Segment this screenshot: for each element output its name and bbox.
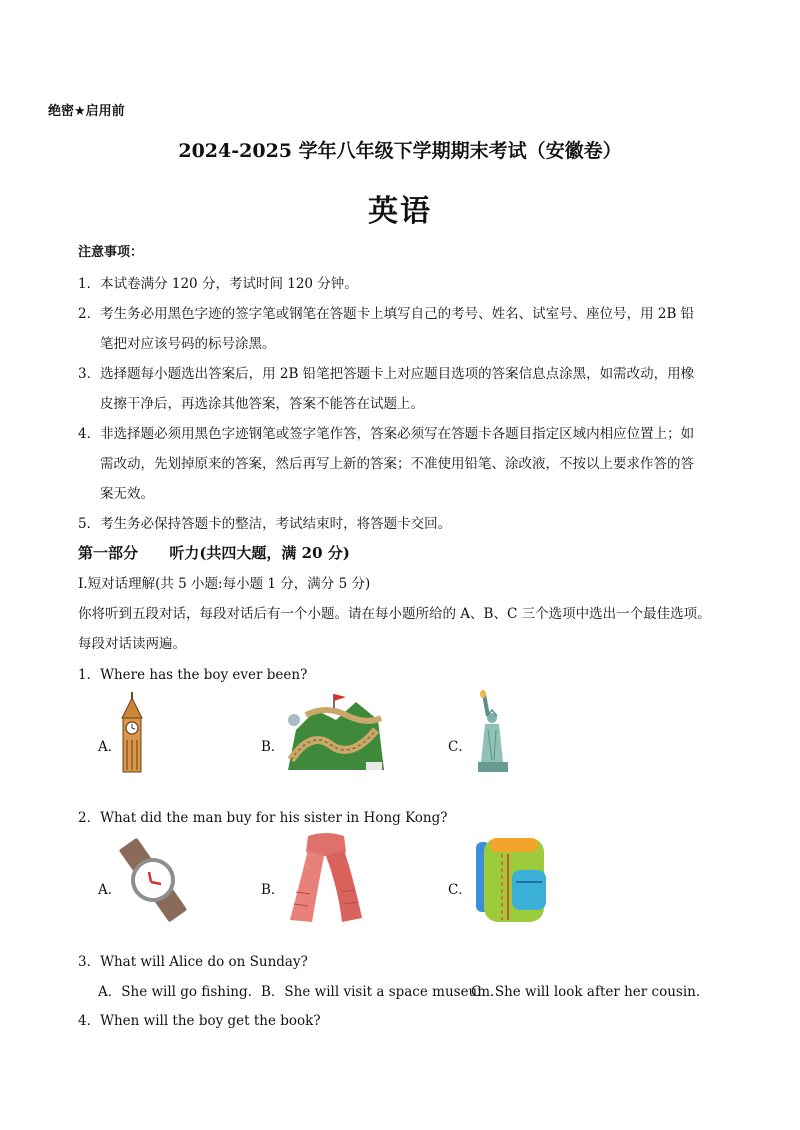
part1-heading: 第一部分 听力(共四大题，满 20 分) [78,544,350,562]
section1-heading: I.短对话理解(共 5 小题:每小题 1 分，满分 5 分) [78,576,371,592]
notice-line-2: 2．考生务必用黑色字迹的签字笔或钢笔在答题卡上填写自己的考号、姓名、试室号、座位号，用 2B 铅 [78,306,695,322]
q3-option-b: B．She will visit a space museum. [261,984,495,1000]
q3-option-a: A．She will go fishing. [98,984,252,1000]
notice-line-3-cont: 皮擦干净后，再选涂其他答案，答案不能答在试题上。 [100,396,424,412]
notice-line-2-cont: 笔把对应该号码的标号涂黑。 [100,336,276,352]
instruction-line-2: 每段对话读两遍。 [78,636,186,652]
notice-line-3: 3．选择题每小题选出答案后，用 2B 铅笔把答题卡上对应题目选项的答案信息点涂黑，如需改动，用橡 [78,366,695,382]
backpack-icon [472,832,552,926]
notice-heading: 注意事项： [78,245,144,260]
exam-title: 2024-2025 学年八年级下学期期末考试（安徽卷） [178,140,622,162]
question-3: 3．What will Alice do on Sunday? [78,954,308,970]
notice-line-5: 5．考生务必保持答题卡的整洁，考试结束时，将答题卡交回。 [78,516,452,532]
notice-line-4-cont2: 案无效。 [100,486,154,502]
q2-option-b-label: B． [261,882,285,898]
instruction-line-1: 你将听到五段对话，每段对话后有一个小题。请在每小题所给的 A、B、C 三个选项中选出一个最佳选项。 [78,606,711,622]
q1-option-b-label: B． [261,739,285,755]
scarf-icon [286,832,366,926]
great-wall-icon [286,690,386,774]
secret-label: 绝密★启用前 [48,104,125,119]
question-1: 1．Where has the boy ever been? [78,667,308,683]
notice-line-4: 4．非选择题必须用黑色字迹钢笔或签字笔作答，答案必须写在答题卡各题目指定区域内相应位置上；如 [78,426,695,442]
question-2: 2．What did the man buy for his sister in Hong Kong? [78,810,448,826]
q1-option-c-label: C． [448,739,472,755]
statue-of-liberty-icon [470,690,520,774]
question-4: 4．When will the boy get the book? [78,1013,321,1029]
subject-title: 英语 [368,194,432,229]
q3-option-c: C．She will look after her cousin. [471,984,701,1000]
q1-option-a-label: A． [98,739,122,755]
notice-line-1: 1．本试卷满分 120 分，考试时间 120 分钟。 [78,276,358,292]
q2-option-c-label: C． [448,882,472,898]
q2-option-a-label: A． [98,882,122,898]
notice-line-4-cont: 需改动，先划掉原来的答案，然后再写上新的答案；不准使用铅笔、涂改液，不按以上要求作答的答 [100,456,694,472]
big-ben-icon [118,692,146,774]
watch-icon [118,834,188,926]
